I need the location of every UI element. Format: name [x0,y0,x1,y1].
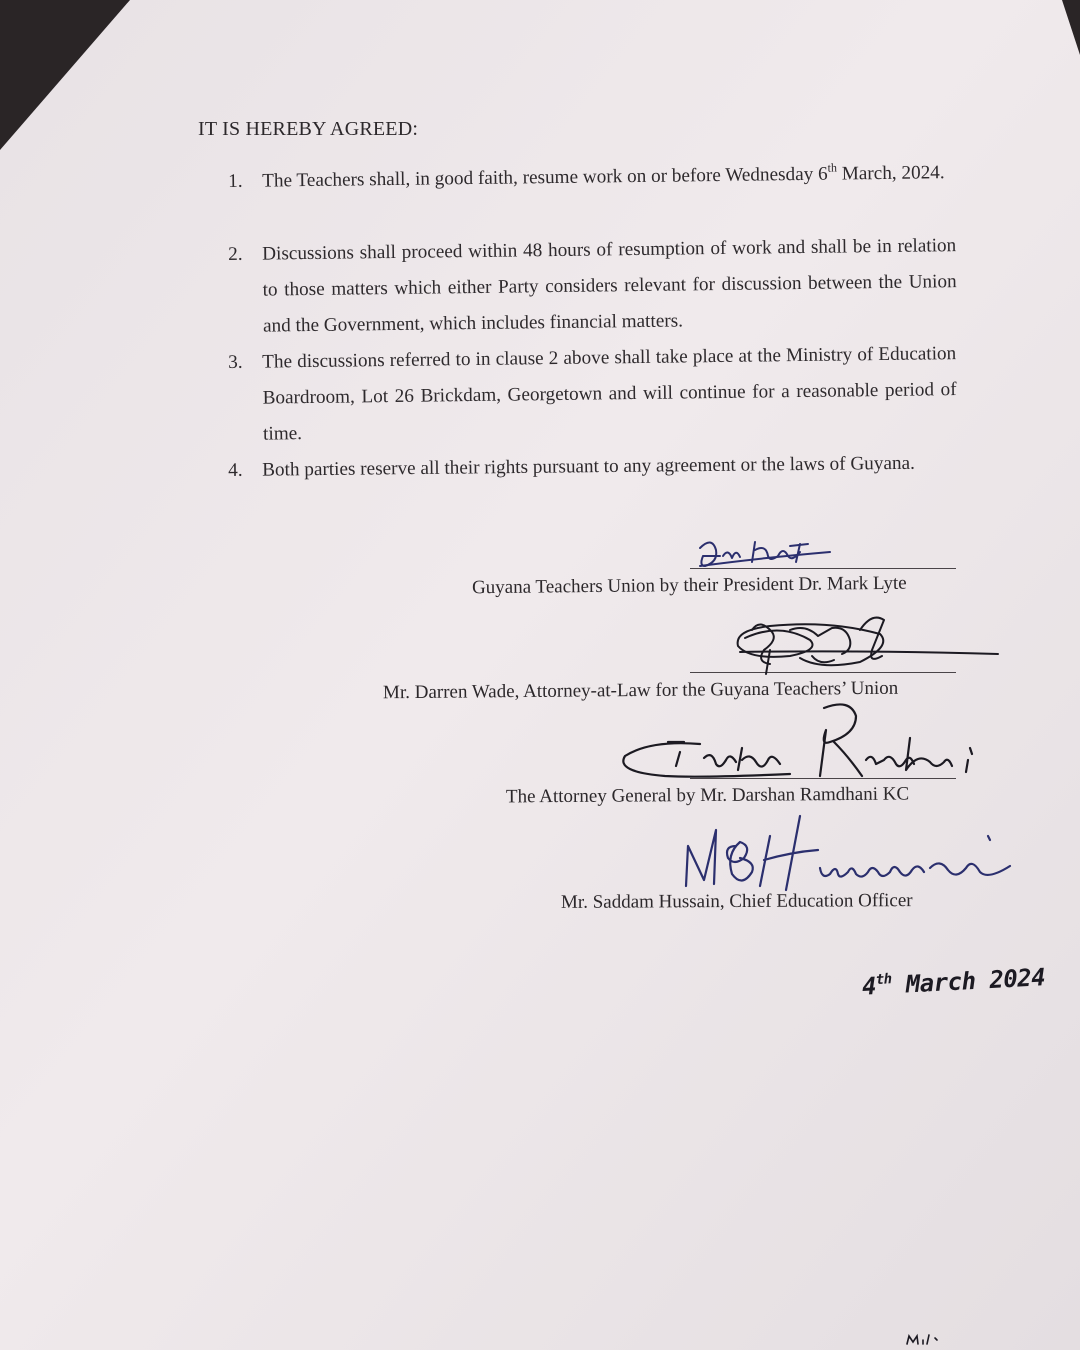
clause-4 [228,445,956,489]
clause-number: 3. [228,351,243,373]
signature-line [690,778,956,779]
date-suffix: th [875,971,893,989]
signature-darren-wade [738,618,998,674]
clause-text-part: The Teachers shall, in good faith, resume work on or before Wednesday 6 [262,163,828,192]
ordinal-suffix: th [827,160,837,175]
signature-line [690,672,956,673]
partial-handwriting-mark [905,1332,945,1346]
signatory-caption: Mr. Darren Wade, Attorney-at-Law for the Guyana Teachers’ Union [382,677,899,704]
clause-text-part: March, 2024. [836,162,945,185]
clause-1 [228,155,956,200]
signature-line [690,568,956,569]
signatory-caption: Guyana Teachers Union by their President Dr. Mark Lyte [471,572,907,599]
clause-text: The discussions referred to in clause 2 above shall take place at the Ministry of Education Boardroom, Lot 26 Brickdam, Georgetown and will continue for a reasonable period of time. [262,343,957,445]
clause-3 [228,336,957,453]
signatory-caption: Mr. Saddam Hussain, Chief Education Officer [560,890,913,913]
signature-saddam-hussain [686,816,1010,890]
signatory-caption: The Attorney General by Mr. Darshan Ramdhani KC [505,783,910,808]
clause-number: 2. [228,243,243,265]
clause-text: Both parties reserve all their rights pursuant to any agreement or the laws of Guyana. [262,452,915,481]
clause-text: Discussions shall proceed within 48 hours of resumption of work and shall be in relation to those matters which either Party considers relevant for discussion between the Union and the Government, which includes financial matters. [262,235,957,337]
signature-mark-lyte [700,542,830,566]
clause-number: 1. [228,170,243,192]
clause-text [262,155,956,199]
agreement-heading: IT IS HEREBY AGREED: [198,118,419,140]
clause-2 [228,228,957,345]
date-rest: March 2024 [891,963,1046,1000]
clause-number: 4. [228,459,243,481]
handwritten-date [861,963,1045,1001]
signature-darshan-ramdhani [623,704,972,776]
date-day: 4 [861,972,877,1001]
